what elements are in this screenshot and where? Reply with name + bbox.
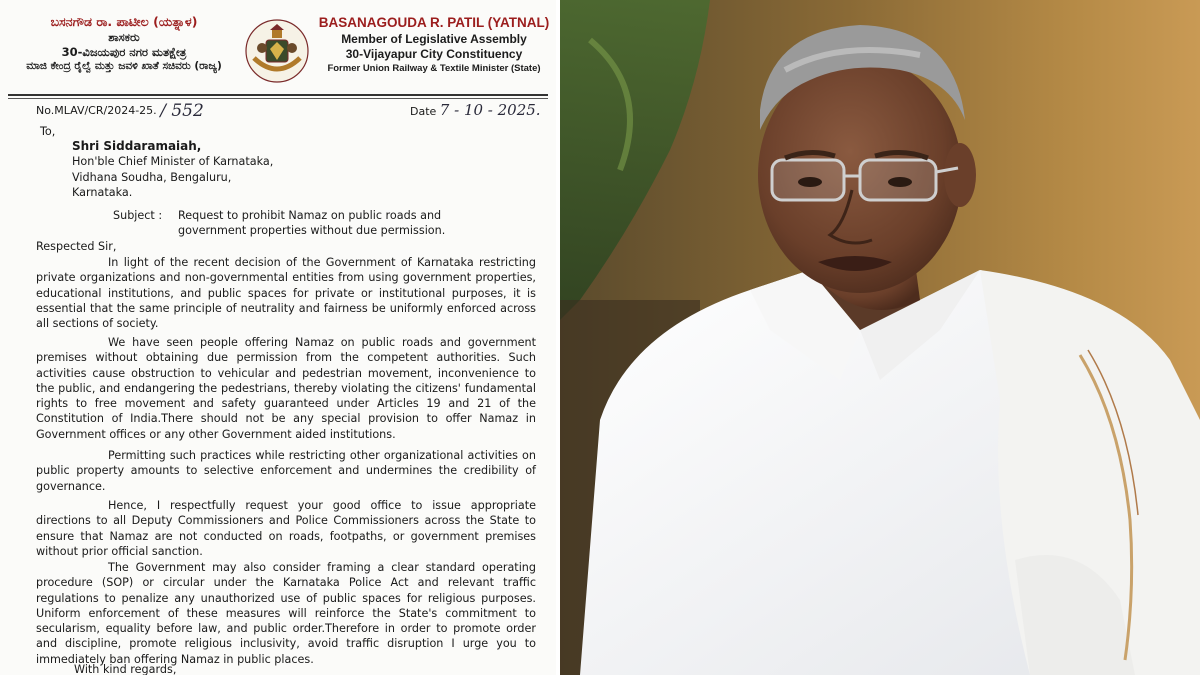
kn-former: ಮಾಜಿ ಕೇಂದ್ರ ರೈಲ್ವೆ ಮತ್ತು ಜವಳಿ ಖಾತೆ ಸಚಿವರು (ರಾಜ್ಯ) [26, 60, 222, 73]
letterhead-english [316, 14, 552, 75]
letter-document [0, 0, 556, 675]
paragraph-2: We have seen people offering Namaz on public roads and government premises without obtaining due permission from the competent authorities. Such activities cause obstruction to vehicular and pedestrian movement, inconvenience to the public, and endangering the pedestrians, thereby violating the citizens' fundamental rights to free movement and safety guaranteed under Articles 19 and 21 of the Constitution of India.There should not be any special provision to offer Namaz in Government offices or any other Government aided institutions. [36, 336, 536, 441]
recipient-line3: Karnataka. [72, 185, 133, 199]
paragraph-4: Hence, I respectfully request your good office to issue appropriate directions to all Deputy Commissioners and Police Commissioners across the State to ensure that Namaz are not conducted on roads, footpaths, or government premises without prior official sanction. [36, 499, 536, 558]
portrait-photo [560, 0, 1200, 675]
letter-date [410, 103, 541, 119]
date-handwritten: 7 - 10 - 2025. [439, 101, 541, 119]
recipient-line2: Vidhana Soudha, Bengaluru, [72, 170, 232, 184]
paragraph-1: In light of the recent decision of the Government of Karnataka restricting private organizations and non-governmental entities from using government properties, educational institutions, and public spaces for private or institutional purposes, it is essential that the same principle of neutrality and fairness be uniformly enforced across all sections of society. [36, 256, 536, 331]
recipient-address [72, 139, 273, 200]
paragraph-5: The Government may also consider framing a clear standard operating procedure (SOP) or circular under the Karnataka Police Act and relevant traffic regulations to penalize any unauthorized use of public spaces for religious purposes. Uniform enforcement of these measures will reinforce the State's commitment to secularism, equality before law, and public order.Therefore in order to promote order and discipline, promote religious inclusivity, avoid traffic disruption I urge you to immediately ban offering Namaz in public places. [36, 561, 536, 666]
kn-name: ಬಸನಗೌಡ ರಾ. ಪಾಟೀಲ (ಯತ್ನಾಳ) [50, 14, 198, 29]
en-former: Former Union Railway & Textile Minister (State) [327, 62, 541, 74]
recipient-name: Shri Siddaramaiah, [72, 139, 202, 153]
date-prefix: Date [410, 105, 437, 118]
to-label: To, [40, 125, 56, 138]
en-title: Member of Legislative Assembly [341, 31, 527, 46]
kn-title: ಶಾಸಕರು [108, 30, 140, 45]
subject-text: Request to prohibit Namaz on public roads and government properties without due permission. [178, 209, 446, 238]
letterhead-kannada [10, 14, 238, 74]
salutation: Respected Sir, [36, 240, 117, 253]
closing: With kind regards, [74, 663, 177, 675]
state-emblem-icon [244, 18, 310, 84]
en-constituency: 30-Vijayapur City Constituency [345, 47, 523, 62]
subject-label: Subject : [113, 209, 163, 222]
letterhead-divider-thin [8, 98, 548, 99]
reference-handwritten: / 552 [160, 101, 204, 121]
recipient-line1: Hon'ble Chief Minister of Karnataka, [72, 155, 274, 169]
en-name: BASANAGOUDA R. PATIL (YATNAL) [318, 15, 550, 30]
letterhead-divider [8, 94, 548, 96]
kn-constituency: 30-ವಿಜಯಪುರ ನಗರ ಮತಕ್ಷೇತ್ರ [61, 45, 187, 60]
portrait-illustration [560, 0, 1200, 675]
reference-prefix: No.MLAV/CR/2024-25. [36, 104, 157, 117]
reference-number [36, 103, 204, 119]
paragraph-3: Permitting such practices while restricting other organizational activities on public property amounts to selective enforcement and undermines the credibility of governance. [36, 449, 536, 493]
